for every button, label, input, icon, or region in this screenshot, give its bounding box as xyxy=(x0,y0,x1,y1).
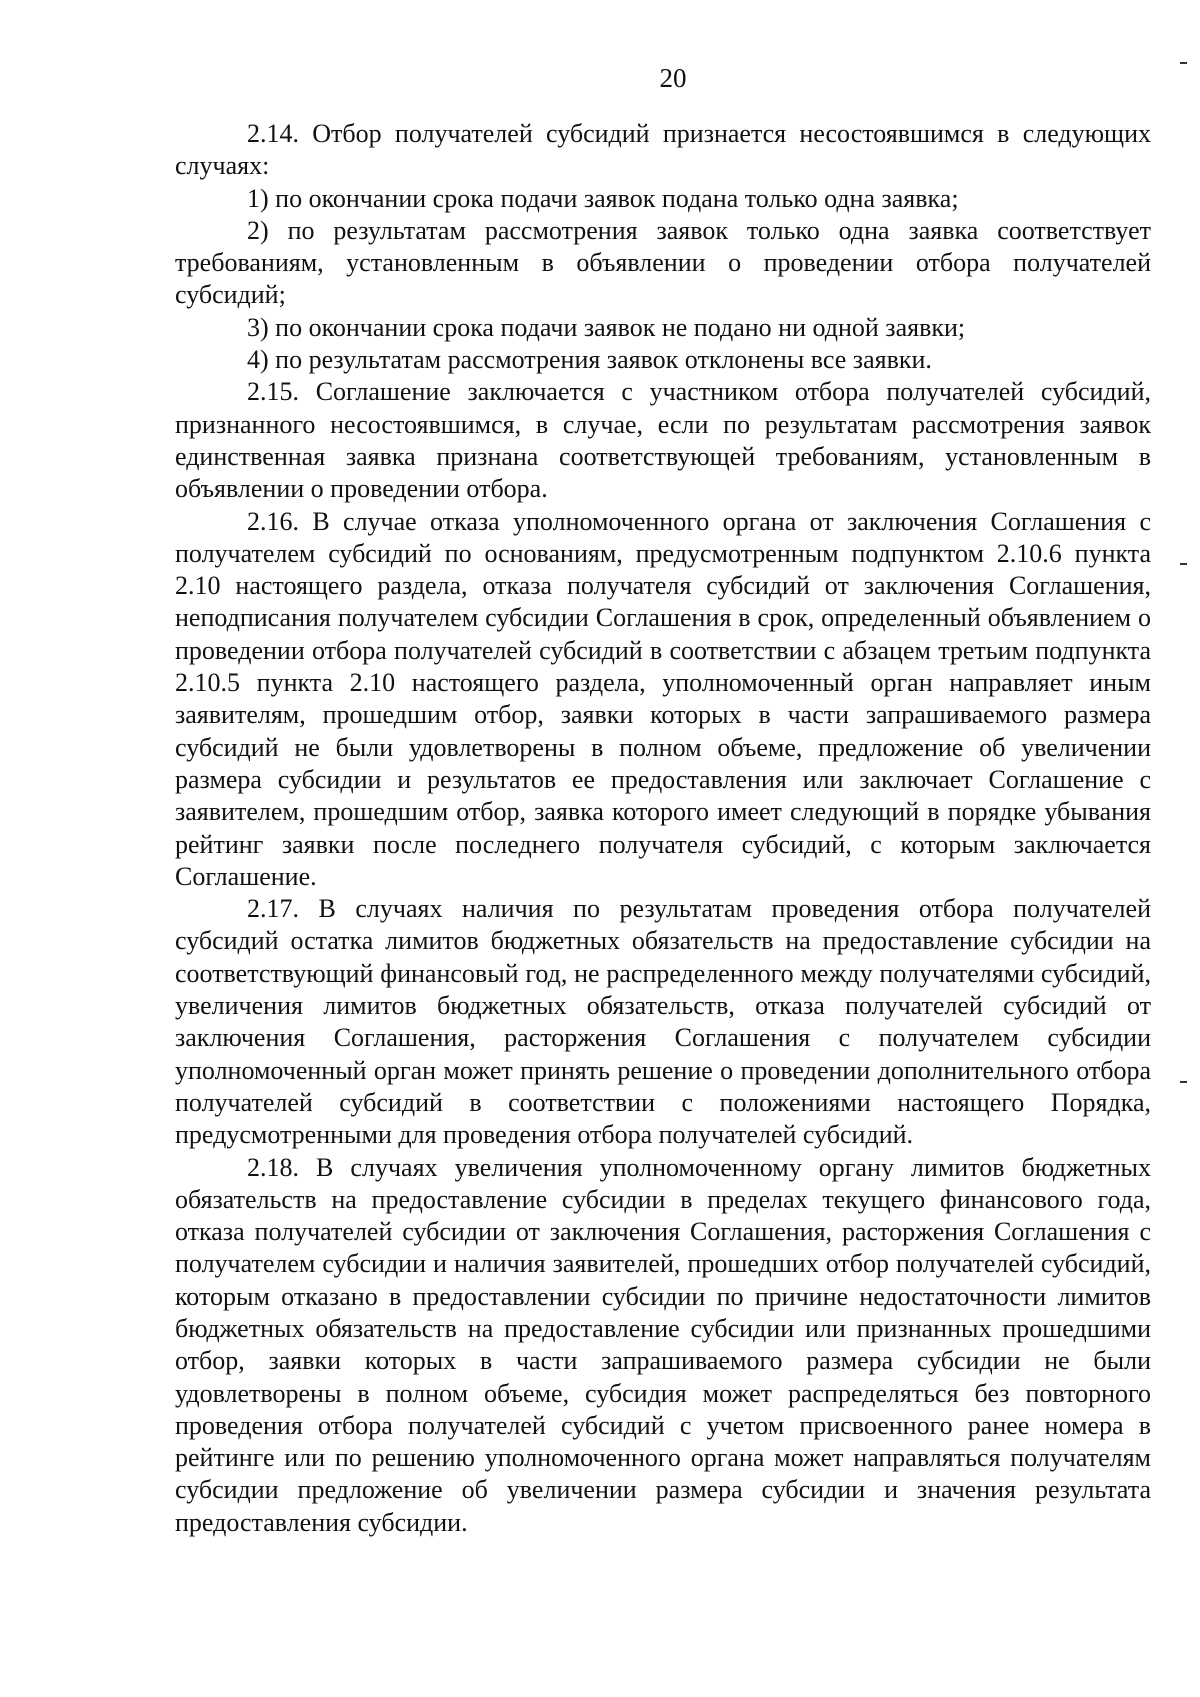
document-body xyxy=(175,118,1151,1539)
list-item-2: 2) по результатам рассмотрения заявок только одна заявка соответствует требованиям, установленным в объявлении о проведении отбора получателей субсидий; xyxy=(175,215,1151,310)
list-item-1: 1) по окончании срока подачи заявок подана только одна заявка; xyxy=(247,183,959,213)
list-item-3: 3) по окончании срока подачи заявок не подано ни одной заявки; xyxy=(247,312,966,342)
list-item-4: 4) по результатам рассмотрения заявок отклонены все заявки. xyxy=(247,345,932,375)
scan-edge-mark xyxy=(1180,1081,1187,1083)
paragraph-2-14: 2.14. Отбор получателей субсидий признается несостоявшимся в следующих случаях: xyxy=(175,119,1151,181)
scan-edge-mark xyxy=(1180,62,1187,64)
paragraph-2-17: 2.17. В случаях наличия по результатам проведения отбора получателей субсидий остатка лимитов бюджетных обязательств на предоставление субсидии на соответствующий финансовый год, не распределенного между получателями субсидий, увеличения лимитов бюджетных обязательств, отказа получателей субсидий от заключения Соглашения, расторжения Соглашения с получателем субсидии уполномоченный орган может принять решение о проведении дополнительного отбора получателей субсидий в соответствии с положениями настоящего Порядка, предусмотренными для проведения отбора получателей субсидий. xyxy=(175,894,1151,1150)
scan-edge-mark xyxy=(1180,563,1187,565)
paragraph-2-15: 2.15. Соглашение заключается с участником отбора получателей субсидий, признанного несостоявшимся, в случае, если по результатам рассмотрения заявок единственная заявка признана соответствующей требованиям, установленным в объявлении о проведении отбора. xyxy=(175,377,1151,504)
paragraph-2-18: 2.18. В случаях увеличения уполномоченному органу лимитов бюджетных обязательств на предоставление субсидии в пределах текущего финансового года, отказа получателей субсидии от заключения Соглашения, расторжения Соглашения с получателем субсидии и наличия заявителей, прошедших отбор получателей субсидий, которым отказано в предоставлении субсидии по причине недостаточности лимитов бюджетных обязательств на предоставление субсидии или признанных прошедшими отбор, заявки которых в части запрашиваемого размера субсидии не были удовлетворены в полном объеме, субсидия может распределяться без повторного проведения отбора получателей субсидий с учетом присвоенного ранее номера в рейтинге или по решению уполномоченного органа может направляться получателям субсидии предложение об увеличении размера субсидии и значения результата предоставления субсидии. xyxy=(175,1152,1151,1537)
paragraph-2-16: 2.16. В случае отказа уполномоченного органа от заключения Соглашения с получателем субсидий по основаниям, предусмотренным подпунктом 2.10.6 пункта 2.10 настоящего раздела, отказа получателя субсидий от заключения Соглашения, неподписания получателем субсидии Соглашения в срок, определенный объявлением о проведении отбора получателей субсидий в соответствии с абзацем третьим подпункта 2.10.5 пункта 2.10 настоящего раздела, уполномоченный орган направляет иным заявителям, прошедшим отбор, заявки которых в части запрашиваемого размера субсидий не были удовлетворены в полном объеме, предложение об увеличении размера субсидии и результатов ее предоставления или заключает Соглашение с заявителем, прошедшим отбор, заявка которого имеет следующий в порядке убывания рейтинг заявки после последнего получателя субсидий, с которым заключается Соглашение. xyxy=(175,506,1151,891)
page-number: 20 xyxy=(659,63,687,93)
